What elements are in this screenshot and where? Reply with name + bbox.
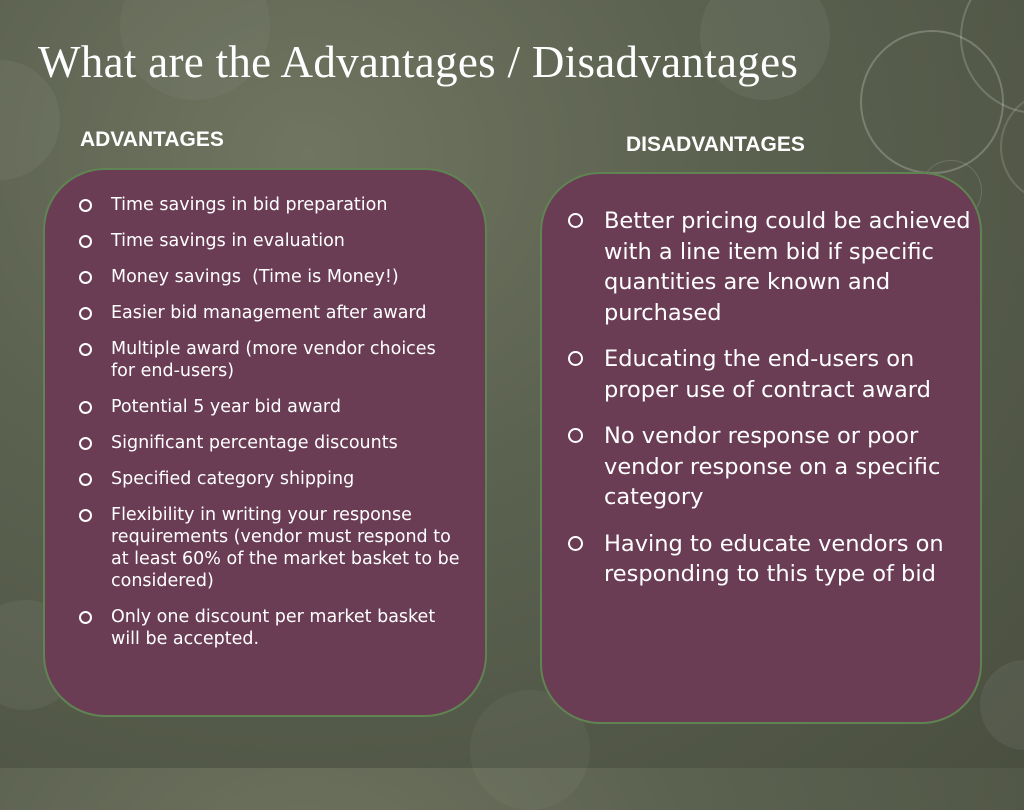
background-bokeh-circle xyxy=(980,660,1024,750)
advantages-panel xyxy=(43,168,487,717)
advantage-text: Money savings (Time is Money!) xyxy=(111,267,399,287)
advantage-text: Specified category shipping xyxy=(111,469,355,489)
advantages-list xyxy=(79,194,465,650)
list-item xyxy=(79,230,465,252)
list-item xyxy=(568,421,972,513)
list-item xyxy=(79,468,465,490)
list-item xyxy=(568,206,972,328)
hollow-circle-bullet-icon xyxy=(79,509,92,522)
advantage-text: Easier bid management after award xyxy=(111,303,427,323)
list-item xyxy=(568,529,972,590)
hollow-circle-bullet-icon xyxy=(79,437,92,450)
advantage-text: Only one discount per market basket will be accepted. xyxy=(111,607,436,649)
advantage-text: Flexibility in writing your response requirements (vendor must respond to at least 60% of the market basket to be considered) xyxy=(111,505,460,591)
disadvantage-text: Educating the end-users on proper use of contract award xyxy=(604,346,931,403)
hollow-circle-bullet-icon xyxy=(568,536,583,551)
list-item xyxy=(79,266,465,288)
list-item xyxy=(79,194,465,216)
hollow-circle-bullet-icon xyxy=(568,213,583,228)
disadvantage-text: No vendor response or poor vendor response on a specific category xyxy=(604,423,941,510)
disadvantages-heading: DISADVANTAGES xyxy=(626,133,805,156)
advantages-heading: ADVANTAGES xyxy=(80,128,224,151)
list-item xyxy=(79,338,465,382)
background-bokeh-circle xyxy=(1000,90,1024,204)
disadvantages-list xyxy=(568,206,972,590)
advantage-text: Multiple award (more vendor choices for end-users) xyxy=(111,339,436,381)
hollow-circle-bullet-icon xyxy=(79,473,92,486)
disadvantage-text: Having to educate vendors on responding to this type of bid xyxy=(604,530,944,587)
hollow-circle-bullet-icon xyxy=(568,428,583,443)
hollow-circle-bullet-icon xyxy=(79,401,92,414)
hollow-circle-bullet-icon xyxy=(79,235,92,248)
hollow-circle-bullet-icon xyxy=(79,343,92,356)
disadvantage-text: Better pricing could be achieved with a line item bid if specific quantities are known and purchased xyxy=(604,208,971,326)
background-bokeh-circle xyxy=(860,30,1004,174)
hollow-circle-bullet-icon xyxy=(79,307,92,320)
hollow-circle-bullet-icon xyxy=(79,199,92,212)
background-bokeh-circle xyxy=(960,0,1024,114)
slide-title: What are the Advantages / Disadvantages xyxy=(38,37,799,87)
advantage-text: Time savings in bid preparation xyxy=(111,195,388,215)
disadvantages-panel xyxy=(540,172,982,724)
list-item xyxy=(79,606,465,650)
list-item xyxy=(568,344,972,405)
hollow-circle-bullet-icon xyxy=(568,351,583,366)
list-item xyxy=(79,432,465,454)
hollow-circle-bullet-icon xyxy=(79,271,92,284)
advantage-text: Potential 5 year bid award xyxy=(111,397,341,417)
list-item xyxy=(79,396,465,418)
hollow-circle-bullet-icon xyxy=(79,611,92,624)
list-item xyxy=(79,302,465,324)
list-item xyxy=(79,504,465,592)
advantage-text: Significant percentage discounts xyxy=(111,433,398,453)
advantage-text: Time savings in evaluation xyxy=(111,231,345,251)
